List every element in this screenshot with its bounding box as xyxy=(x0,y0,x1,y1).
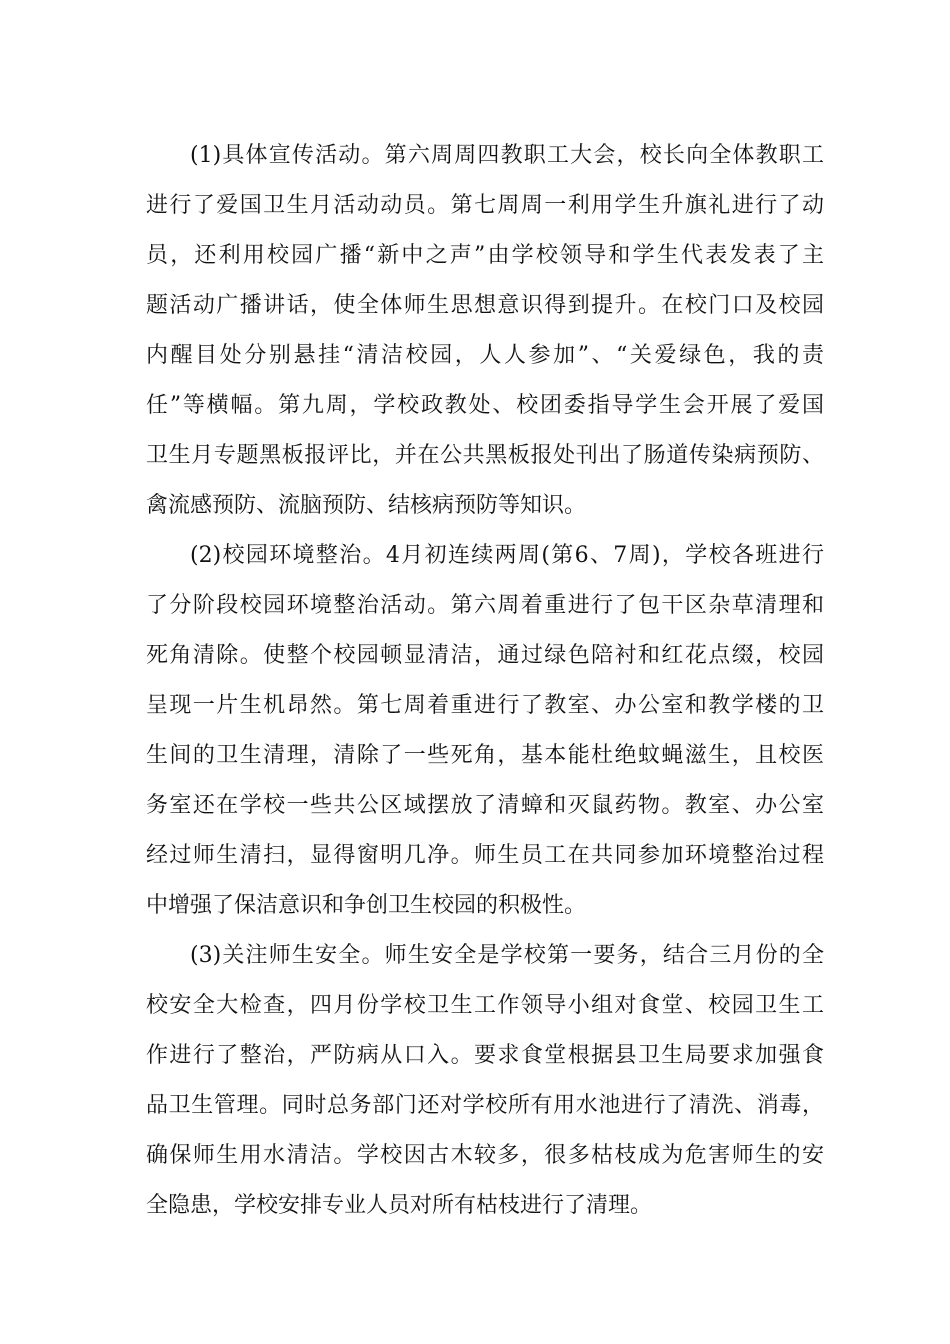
paragraph-campus-environment xyxy=(146,531,824,931)
paragraph-line: 卫生月专题黑板报评比，并在公共黑板报处刊出了肠道传染病预防、 xyxy=(146,443,824,468)
paragraph-line: 员，还利用校园广播“新中之声”由学校领导和学生代表发表了主 xyxy=(146,243,824,268)
paragraph-line: 内醒目处分别悬挂“清洁校园，人人参加”、“关爱绿色，我的责 xyxy=(146,343,824,368)
paragraph-line: 题活动广播讲话，使全体师生思想意识得到提升。在校门口及校园 xyxy=(146,293,824,318)
paragraph-line: 中增强了保洁意识和争创卫生校园的积极性。 xyxy=(146,893,587,918)
paragraph-publicity-activities xyxy=(146,131,824,531)
paragraph-line: 了分阶段校园环境整治活动。第六周着重进行了包干区杂草清理和 xyxy=(146,593,824,618)
paragraph-line: 生间的卫生清理，清除了一些死角，基本能杜绝蚊蝇滋生，且校医 xyxy=(146,743,824,768)
paragraph-line: 务室还在学校一些共公区域摆放了清蟑和灭鼠药物。教室、办公室 xyxy=(146,793,824,818)
document-body xyxy=(146,131,824,1231)
paragraph-line: 校安全大检查，四月份学校卫生工作领导小组对食堂、校园卫生工 xyxy=(146,993,824,1018)
paragraph-line: 品卫生管理。同时总务部门还对学校所有用水池进行了清洗、消毒， xyxy=(146,1093,824,1118)
paragraph-safety xyxy=(146,931,824,1231)
paragraph-line: (3)关注师生安全。师生安全是学校第一要务，结合三月份的全 xyxy=(190,943,824,968)
paragraph-line: (2)校园环境整治。4月初连续两周(第6、7周)，学校各班进行 xyxy=(190,543,824,568)
paragraph-line: 呈现一片生机昂然。第七周着重进行了教室、办公室和教学楼的卫 xyxy=(146,693,824,718)
paragraph-line: 确保师生用水清洁。学校因古木较多，很多枯枝成为危害师生的安 xyxy=(146,1143,824,1168)
paragraph-line: 作进行了整治，严防病从口入。要求食堂根据县卫生局要求加强食 xyxy=(146,1043,824,1068)
paragraph-line: 经过师生清扫，显得窗明几净。师生员工在共同参加环境整治过程 xyxy=(146,843,824,868)
paragraph-line: 进行了爱国卫生月活动动员。第七周周一利用学生升旗礼进行了动 xyxy=(146,193,824,218)
paragraph-line: (1)具体宣传活动。第六周周四教职工大会，校长向全体教职工 xyxy=(190,143,824,168)
paragraph-line: 禽流感预防、流脑预防、结核病预防等知识。 xyxy=(146,493,587,518)
paragraph-line: 全隐患，学校安排专业人员对所有枯枝进行了清理。 xyxy=(146,1193,653,1218)
paragraph-line: 任”等横幅。第九周，学校政教处、校团委指导学生会开展了爱国 xyxy=(146,393,824,418)
paragraph-line: 死角清除。使整个校园顿显清洁，通过绿色陪衬和红花点缀，校园 xyxy=(146,643,824,668)
